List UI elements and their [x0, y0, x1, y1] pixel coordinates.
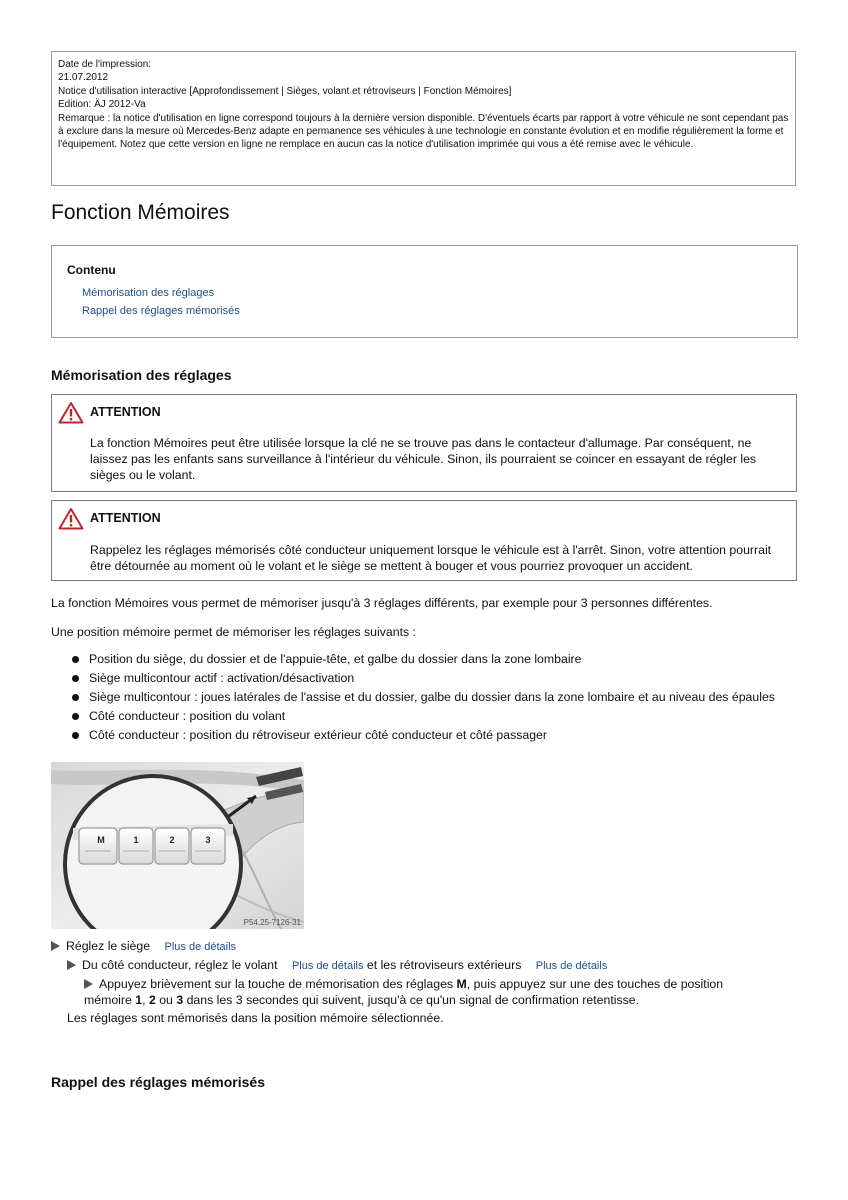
- step-arrow-icon: [84, 979, 93, 989]
- memory-button-m: [79, 828, 117, 864]
- print-date-label: Date de l'impression:: [58, 59, 152, 70]
- list-item: Siège multicontour : joues latérales de l'assise et du dossier, galbe du dossier dans la zone lombaire et au niveau des épaules: [70, 689, 790, 705]
- step-3: Appuyez brièvement sur la touche de mémorisation des réglages M, puis appuyez sur une des touches de position mémoire 1, 2 ou 3 dans les 3 secondes qui suivent, jusqu'à ce qu'un signal de confirmation retentisse.: [84, 977, 724, 1007]
- step-text: Réglez le siège: [66, 939, 151, 953]
- list-item: Position du siège, du dossier et de l'appuie-tête, et galbe du dossier dans la zone lombaire: [70, 651, 790, 667]
- step-result: Les réglages sont mémorisés dans la position mémoire sélectionnée.: [67, 1011, 444, 1025]
- step-arrow-icon: [67, 960, 76, 970]
- figure-code: P54.25-7126-31: [243, 918, 301, 927]
- warning-text: La fonction Mémoires peut être utilisée lorsque la clé ne se trouve pas dans le contacteur d'allumage. Par conséquent, ne laissez pas les enfants sans surveillance à l'intérieur du véhicule. Sinon, ils pourraient se coincer en essayant de régler les sièges ou le volant.: [90, 436, 757, 482]
- print-date: 21.07.2012: [58, 72, 109, 84]
- print-info-box: [51, 51, 796, 186]
- memory-button-1-label: 1: [133, 835, 139, 845]
- list-item: Côté conducteur : position du rétroviseur extérieur côté conducteur et côté passager: [70, 727, 790, 743]
- warning-text: Rappelez les réglages mémorisés côté conducteur uniquement lorsque le véhicule est à l'arrêt. Sinon, votre attention pourrait être détournée au moment où le volant et le siège se mettent à bouger et vous pourriez provoquer un accident.: [90, 543, 772, 573]
- memory-button-3-label: 3: [205, 835, 211, 845]
- intro-paragraph: Une position mémoire permet de mémoriser les réglages suivants :: [51, 625, 416, 639]
- section-heading-rappel: Rappel des réglages mémorisés: [51, 1074, 265, 1090]
- step-text: et les rétroviseurs extérieurs: [366, 958, 522, 972]
- warning-box: [51, 500, 797, 581]
- toc-heading: Contenu: [67, 263, 116, 277]
- edition: Edition: ÄJ 2012-Va: [58, 99, 146, 111]
- warning-box: [51, 394, 797, 492]
- memory-button-group: [79, 828, 225, 864]
- memory-button-2: [155, 828, 189, 864]
- toc-box: [51, 245, 798, 338]
- step-2: [67, 957, 607, 974]
- warning-triangle-icon: [58, 507, 84, 530]
- remark: Remarque : la notice d'utilisation en ligne correspond toujours à la dernière version disponible. D'éventuels écarts par rapport à votre véhicule ne sont cependant pas à exclure dans la mesure où Mercedes-Benz adapte en permanence ses véhicules à une technologie en constante évolution et en modifie régulièrement la forme et l'équipement. Notez que cette version en ligne ne remplace en aucun cas la notice d'utilisation imprimée qui vous a été remise avec le véhicule.: [58, 112, 789, 151]
- memory-buttons-figure: [51, 762, 304, 929]
- warning-triangle-icon: [58, 401, 84, 424]
- step-1: [51, 938, 236, 955]
- memory-button-1: [119, 828, 153, 864]
- list-item: Siège multicontour actif : activation/désactivation: [70, 670, 790, 686]
- step-arrow-icon: [51, 941, 60, 951]
- settings-list: [70, 651, 790, 746]
- page-title: Fonction Mémoires: [51, 201, 230, 224]
- intro-paragraph: La fonction Mémoires vous permet de mémoriser jusqu'à 3 réglages différents, par exemple pour 3 personnes différentes.: [51, 596, 713, 610]
- details-link[interactable]: Plus de détails: [291, 960, 364, 972]
- toc-link-rappel[interactable]: Rappel des réglages mémorisés: [82, 305, 240, 317]
- toc-link-memorisation[interactable]: Mémorisation des réglages: [82, 287, 215, 299]
- breadcrumb: Notice d'utilisation interactive [Approfondissement | Sièges, volant et rétroviseurs | Fonction Mémoires]: [58, 85, 512, 97]
- details-link[interactable]: Plus de détails: [164, 941, 237, 953]
- list-item: Côté conducteur : position du volant: [70, 708, 790, 724]
- memory-button-2-label: 2: [169, 835, 175, 845]
- step-text: Du côté conducteur, réglez le volant: [82, 958, 278, 972]
- details-link[interactable]: Plus de détails: [535, 960, 608, 972]
- section-heading-memorisation: Mémorisation des réglages: [51, 367, 232, 383]
- memory-button-m-label: M: [97, 835, 105, 845]
- warning-title: ATTENTION: [90, 405, 161, 419]
- memory-button-3: [191, 828, 225, 864]
- warning-title: ATTENTION: [90, 511, 161, 525]
